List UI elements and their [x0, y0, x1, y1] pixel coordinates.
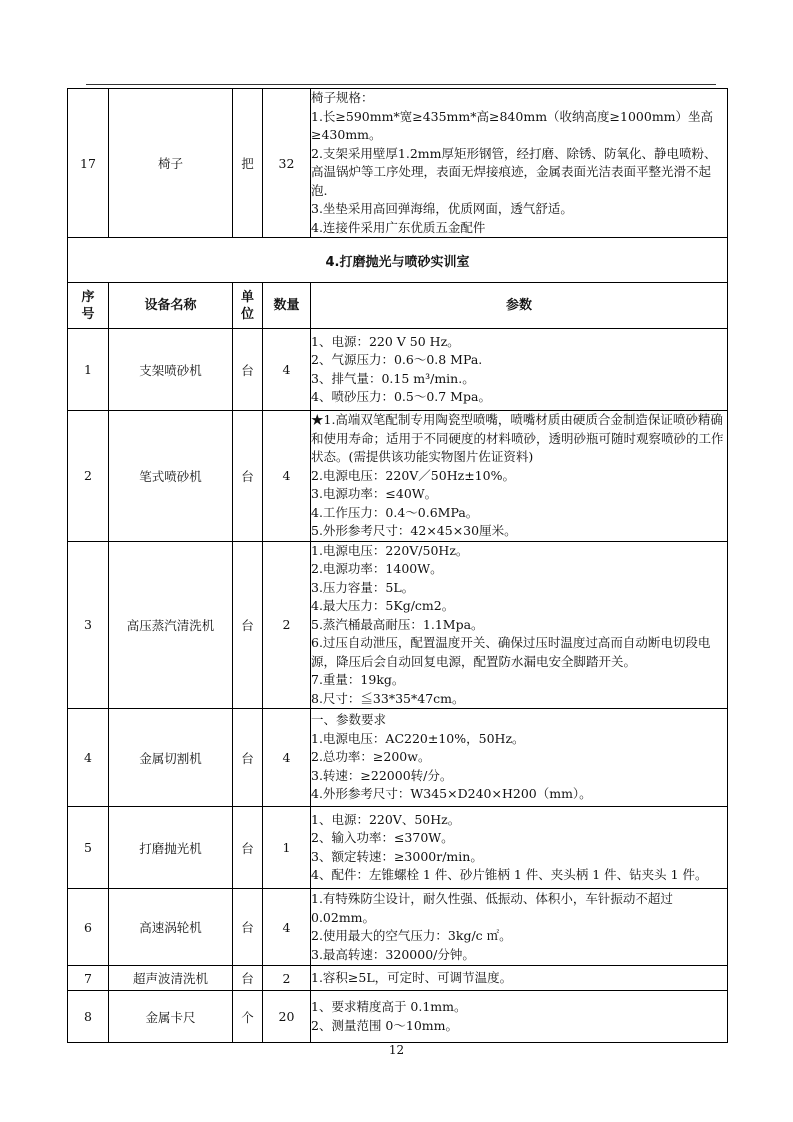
param-line: 椅子规格： [311, 90, 374, 105]
param-line: 2、测量范围 0～10mm。 [311, 1017, 458, 1033]
section-title: 4.打磨抛光与喷砂实训室 [68, 238, 728, 283]
row-params [311, 709, 728, 807]
row-unit: 台 [233, 411, 263, 542]
param-line: 4、配件：左锥螺栓 1 件、砂片锥柄 1 件、夹头柄 1 件、钻夹头 1 件。 [311, 867, 708, 882]
table-row [68, 991, 728, 1043]
row-params [311, 889, 728, 966]
param-line: 3.压力容量：5L。 [311, 579, 415, 595]
table-row [68, 709, 728, 807]
row-params [311, 89, 728, 238]
row-qty: 2 [263, 966, 311, 991]
row-qty: 32 [263, 89, 311, 238]
param-line: 2.使用最大的空气压力：3kg/c ㎡。 [311, 928, 512, 943]
row-no: 2 [68, 411, 109, 542]
header-no: 序号 [68, 283, 109, 329]
row-unit: 台 [233, 541, 263, 709]
param-line: 4.工作压力：0.4～0.6MPa。 [311, 504, 479, 520]
table-row [68, 541, 728, 709]
param-line: 4.外形参考尺寸：W345×D240×H200（mm）。 [311, 786, 592, 802]
param-line: 5.外形参考尺寸：42×45×30厘米。 [311, 523, 517, 538]
param-line: 2.总功率：≥200w。 [311, 749, 431, 765]
row-no: 4 [68, 709, 109, 807]
row-qty: 20 [263, 991, 311, 1043]
row-name: 金属切割机 [109, 709, 233, 807]
header-qty: 数量 [263, 283, 311, 329]
row-unit: 台 [233, 709, 263, 807]
row-no: 8 [68, 991, 109, 1043]
param-line: 4、喷砂压力：0.5～0.7 Mpa。 [311, 389, 491, 404]
param-line: ★1.高端双笔配制专用陶瓷型喷嘴，喷嘴材质由硬质合金制造保证喷砂精确和使用寿命；适用于不同硬度的材料喷砂，透明砂瓶可随时观察喷砂的工作状态。(需提供该功能实物图片佐证资料) [311, 412, 724, 464]
row-unit: 台 [233, 329, 263, 411]
row-name: 打磨抛光机 [109, 807, 233, 889]
table-row [68, 89, 728, 238]
row-params [311, 966, 728, 991]
row-no: 1 [68, 329, 109, 411]
param-line: 8.尺寸：≦33*35*47cm。 [311, 690, 465, 706]
section-row [68, 238, 728, 283]
row-no: 3 [68, 541, 109, 709]
row-qty: 4 [263, 709, 311, 807]
equipment-table [67, 88, 728, 1043]
row-params [311, 541, 728, 709]
row-unit: 台 [233, 966, 263, 991]
row-params [311, 991, 728, 1043]
param-line: 一、参数要求 [311, 712, 387, 728]
param-line: 6.过压自动泄压，配置温度开关、确保过压时温度过高而自动断电切段电源，降压后会自动回复电源，配置防水漏电安全脚踏开关。 [311, 635, 711, 669]
table-row [68, 807, 728, 889]
param-line: 2、气源压力：0.6～0.8 MPa. [311, 352, 483, 367]
param-line: 3.坐垫采用高回弹海绵，优质网面，透气舒适。 [311, 201, 573, 216]
param-line: 2.支架采用壁厚1.2mm厚矩形钢管，经打磨、除锈、防氧化、静电喷粉、高温锅炉等工序处理，表面无焊接痕迹，金属表面光洁表面平整光滑不起泡. [311, 145, 717, 198]
param-line: 1、电源：220 V 50 Hz。 [311, 333, 460, 349]
row-params [311, 329, 728, 411]
row-no: 5 [68, 807, 109, 889]
row-unit: 个 [233, 991, 263, 1043]
row-qty: 4 [263, 329, 311, 411]
param-line: 1.电源电压：220V/50Hz。 [311, 542, 469, 558]
table-row [68, 966, 728, 991]
row-unit: 台 [233, 807, 263, 889]
row-name: 椅子 [109, 89, 233, 238]
row-name: 高速涡轮机 [109, 889, 233, 966]
row-qty: 1 [263, 807, 311, 889]
param-line: 1.有特殊防尘设计，耐久性强、低振动、体积小，车针振动不超过0.02mm。 [311, 891, 673, 925]
page-number: 12 [388, 1043, 405, 1057]
param-line: 3.最高转速：320000/分钟。 [311, 946, 475, 962]
param-line: 3.电源功率：≤40W。 [311, 486, 438, 501]
param-line: 7.重量：19kg。 [311, 672, 405, 687]
param-line: 3.转速：≥22000转/分。 [311, 767, 453, 783]
row-name: 金属卡尺 [109, 991, 233, 1043]
row-no: 17 [68, 89, 109, 238]
param-line: 2.电源功率：1400W。 [311, 561, 443, 576]
header-name: 设备名称 [109, 283, 233, 329]
param-line: 4.最大压力：5Kg/cm2。 [311, 598, 455, 613]
row-qty: 2 [263, 541, 311, 709]
row-params [311, 807, 728, 889]
table-row [68, 329, 728, 411]
row-name: 超声波清洗机 [109, 966, 233, 991]
param-line: 2、输入功率：≤370W。 [311, 830, 454, 845]
header-params: 参数 [311, 283, 728, 329]
row-no: 6 [68, 889, 109, 966]
row-params [311, 411, 728, 542]
row-qty: 4 [263, 411, 311, 542]
param-line: 1、要求精度高于 0.1mm。 [311, 999, 467, 1014]
param-line: 3、额定转速：≥3000r/min。 [311, 848, 483, 864]
row-name: 高压蒸汽清洗机 [109, 541, 233, 709]
row-unit: 台 [233, 889, 263, 966]
param-line: 1.电源电压：AC220±10%，50Hz。 [311, 730, 525, 746]
row-unit: 把 [233, 89, 263, 238]
header-row [68, 283, 728, 329]
param-line: 2.电源电压：220V／50Hz±10%。 [311, 467, 515, 483]
param-line: 3、排气量：0.15 m³/min.。 [311, 370, 475, 386]
row-no: 7 [68, 966, 109, 991]
header-rule [86, 84, 716, 85]
param-line: 1、电源：220V、50Hz。 [311, 811, 461, 827]
param-line: 1.长≥590mm*宽≥435mm*高≥840mm（收纳高度≥1000mm）坐高≥430mm。 [311, 108, 714, 142]
table-row [68, 411, 728, 542]
param-line: 5.蒸汽桶最高耐压：1.1Mpa。 [311, 616, 484, 632]
row-name: 笔式喷砂机 [109, 411, 233, 542]
table-row [68, 889, 728, 966]
row-name: 支架喷砂机 [109, 329, 233, 411]
row-qty: 4 [263, 889, 311, 966]
param-line: 4.连接件采用广东优质五金配件 [311, 219, 486, 235]
header-unit: 单位 [233, 283, 263, 329]
param-line: 1.容积≥5L，可定时、可调节温度。 [311, 969, 513, 985]
